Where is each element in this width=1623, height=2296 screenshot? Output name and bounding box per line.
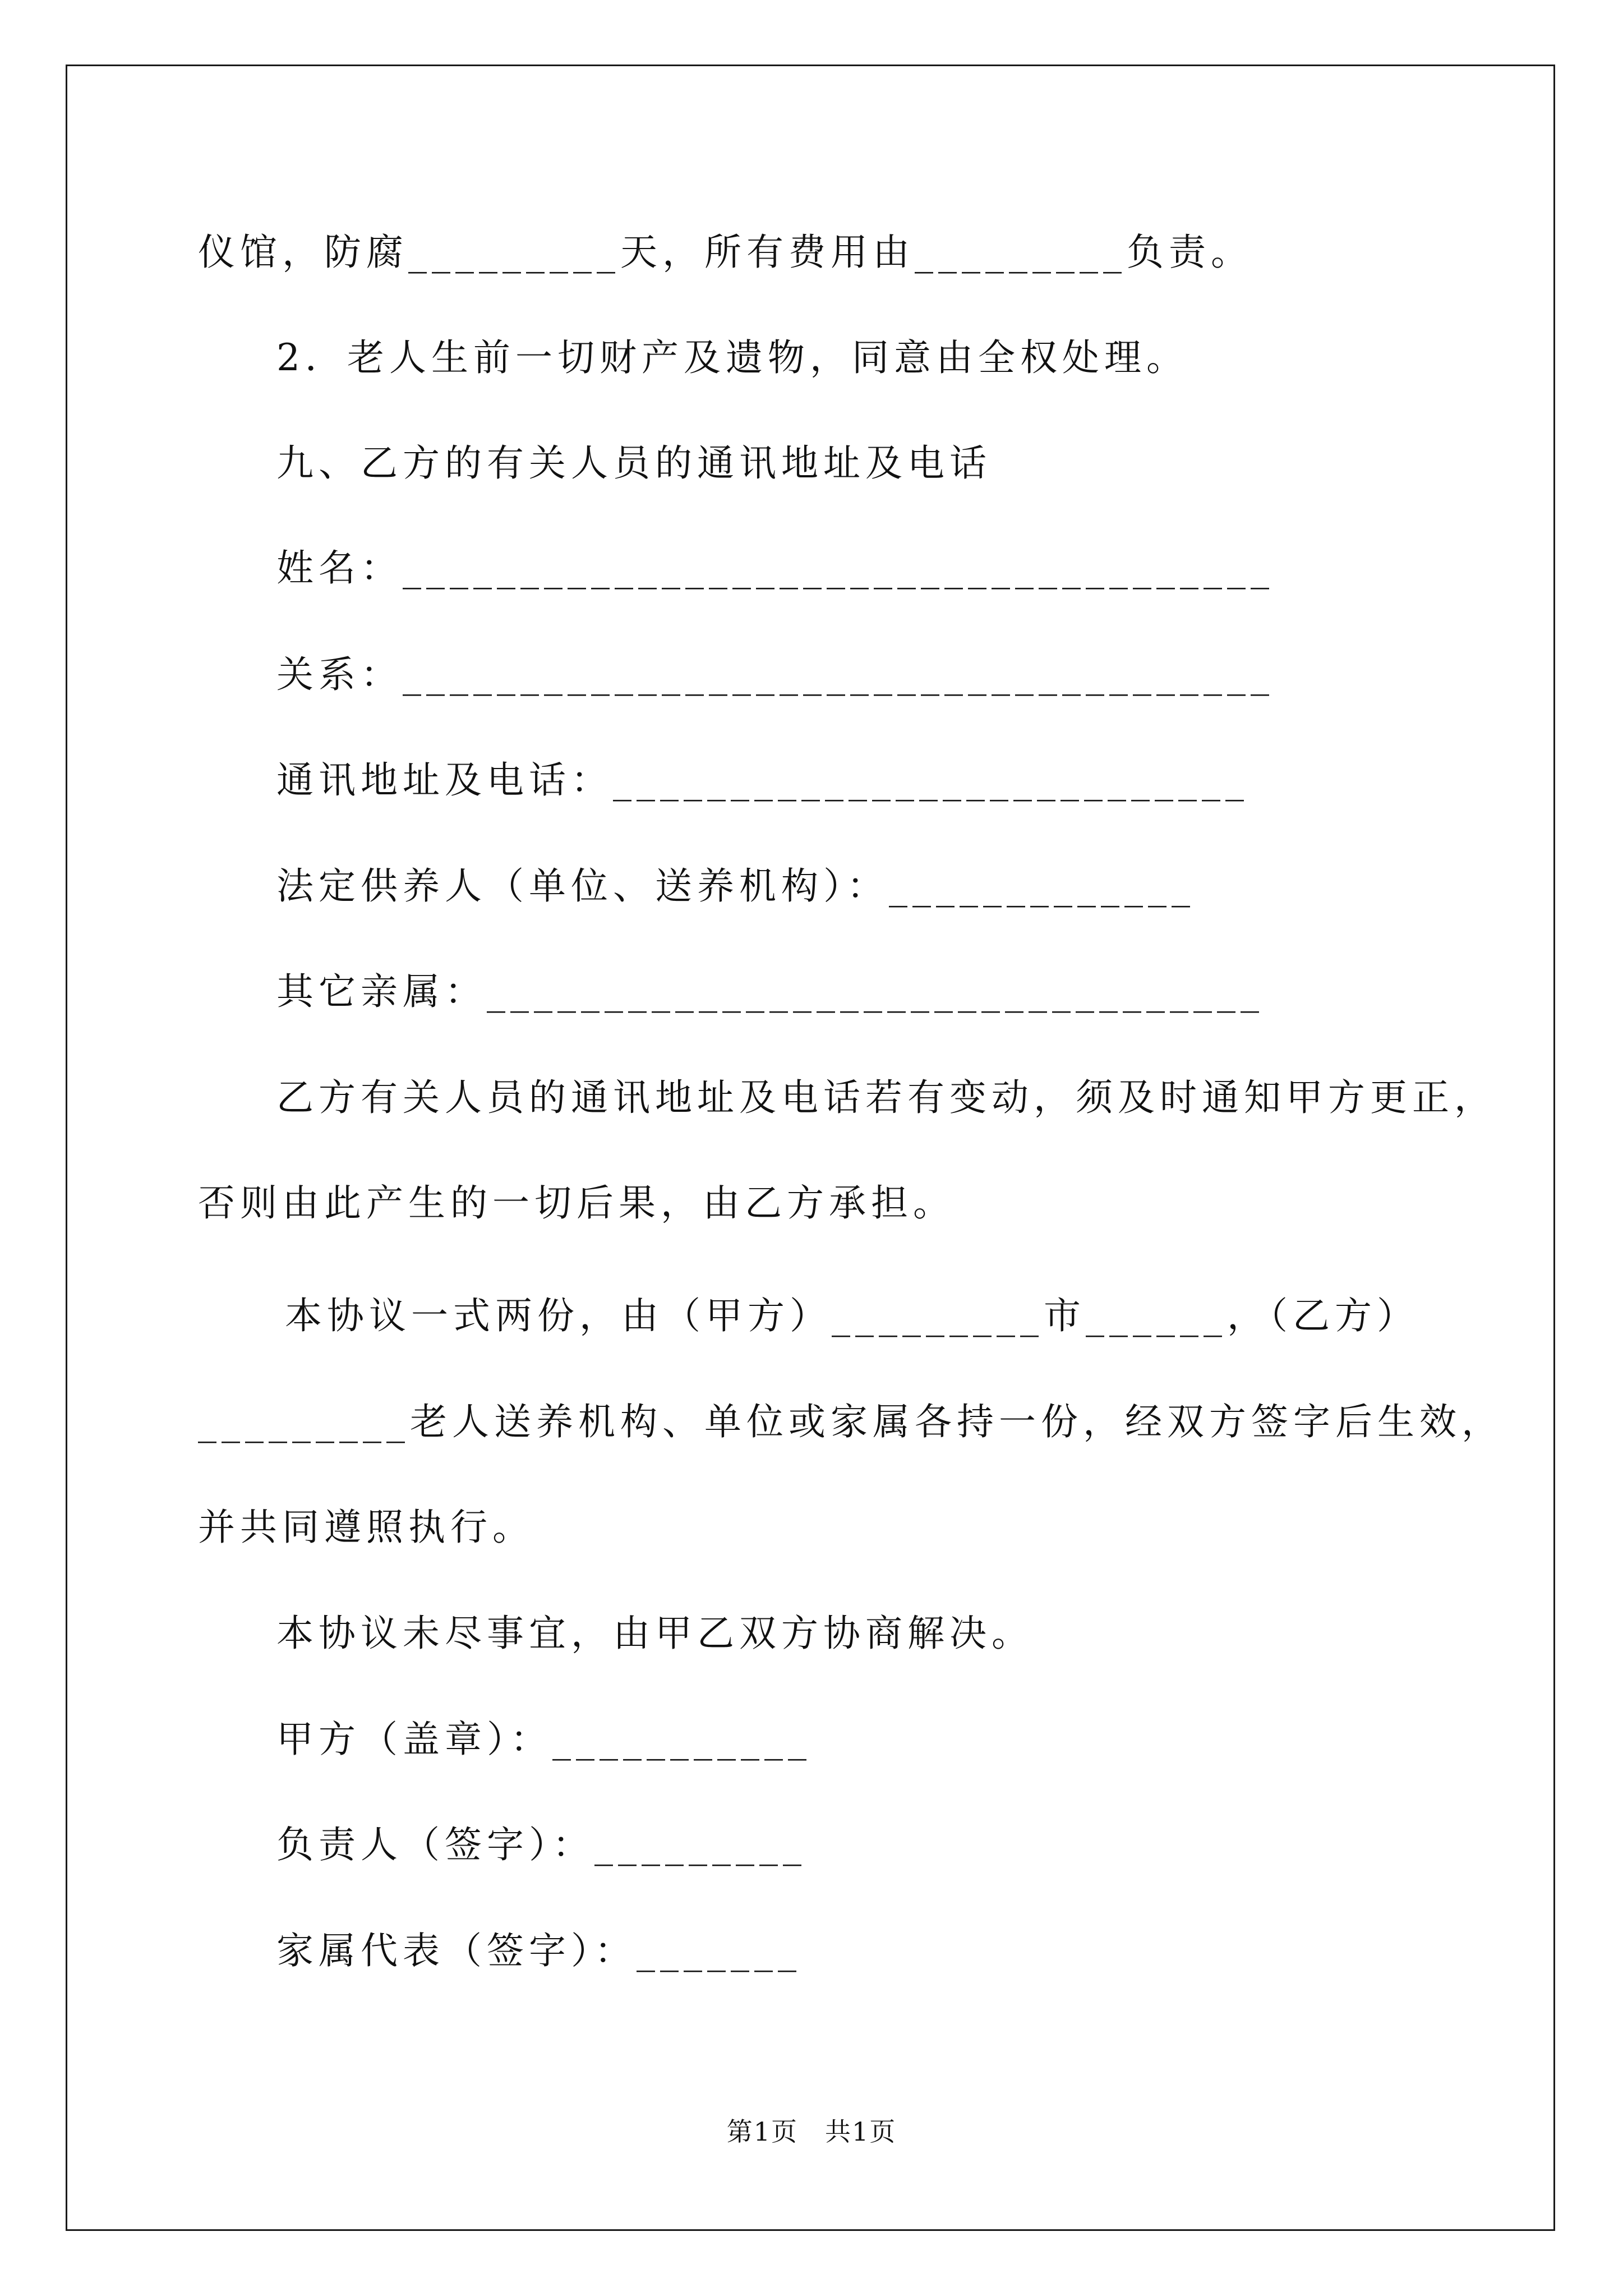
text-line-11: 本协议一式两份，由（甲方）_________市______，（乙方）	[285, 1294, 1419, 1337]
signature-responsible-person: 负责人（签字）：_________	[276, 1823, 806, 1866]
field-address-phone: 通讯地址及电话：___________________________	[276, 758, 1249, 802]
text-line-2: 2．老人生前一切财产及遗物，同意由全权处理。	[276, 336, 1188, 379]
text-line-1: 仪馆，防腐_________天，所有费用由_________负责。	[198, 231, 1253, 274]
field-legal-supporter: 法定供养人（单位、送养机构）：_____________	[276, 864, 1195, 908]
field-name: 姓名：_____________________________________	[276, 546, 1274, 590]
section-heading-9: 九、乙方的有关人员的通讯地址及电话	[276, 441, 992, 485]
text-line-13: 并共同遵照执行。	[198, 1506, 534, 1549]
text-line-14: 本协议未尽事宜，由甲乙双方协商解决。	[276, 1612, 1034, 1655]
signature-family-rep: 家属代表（签字）：_______	[276, 1929, 801, 1972]
field-other-relatives: 其它亲属：_________________________________	[276, 970, 1264, 1013]
text-line-12: _________老人送养机构、单位或家属各持一份，经双方签字后生效，	[198, 1400, 1504, 1443]
signature-party-a: 甲方（盖章）：___________	[276, 1718, 811, 1761]
page-footer: 第1页 共1页	[726, 2116, 897, 2147]
text-line-9: 乙方有关人员的通讯地址及电话若有变动，须及时通知甲方更正，	[276, 1076, 1496, 1119]
page-border	[66, 65, 1555, 2231]
text-line-10: 否则由此产生的一切后果，由乙方承担。	[198, 1181, 955, 1225]
field-relation: 关系：_____________________________________	[276, 653, 1274, 696]
